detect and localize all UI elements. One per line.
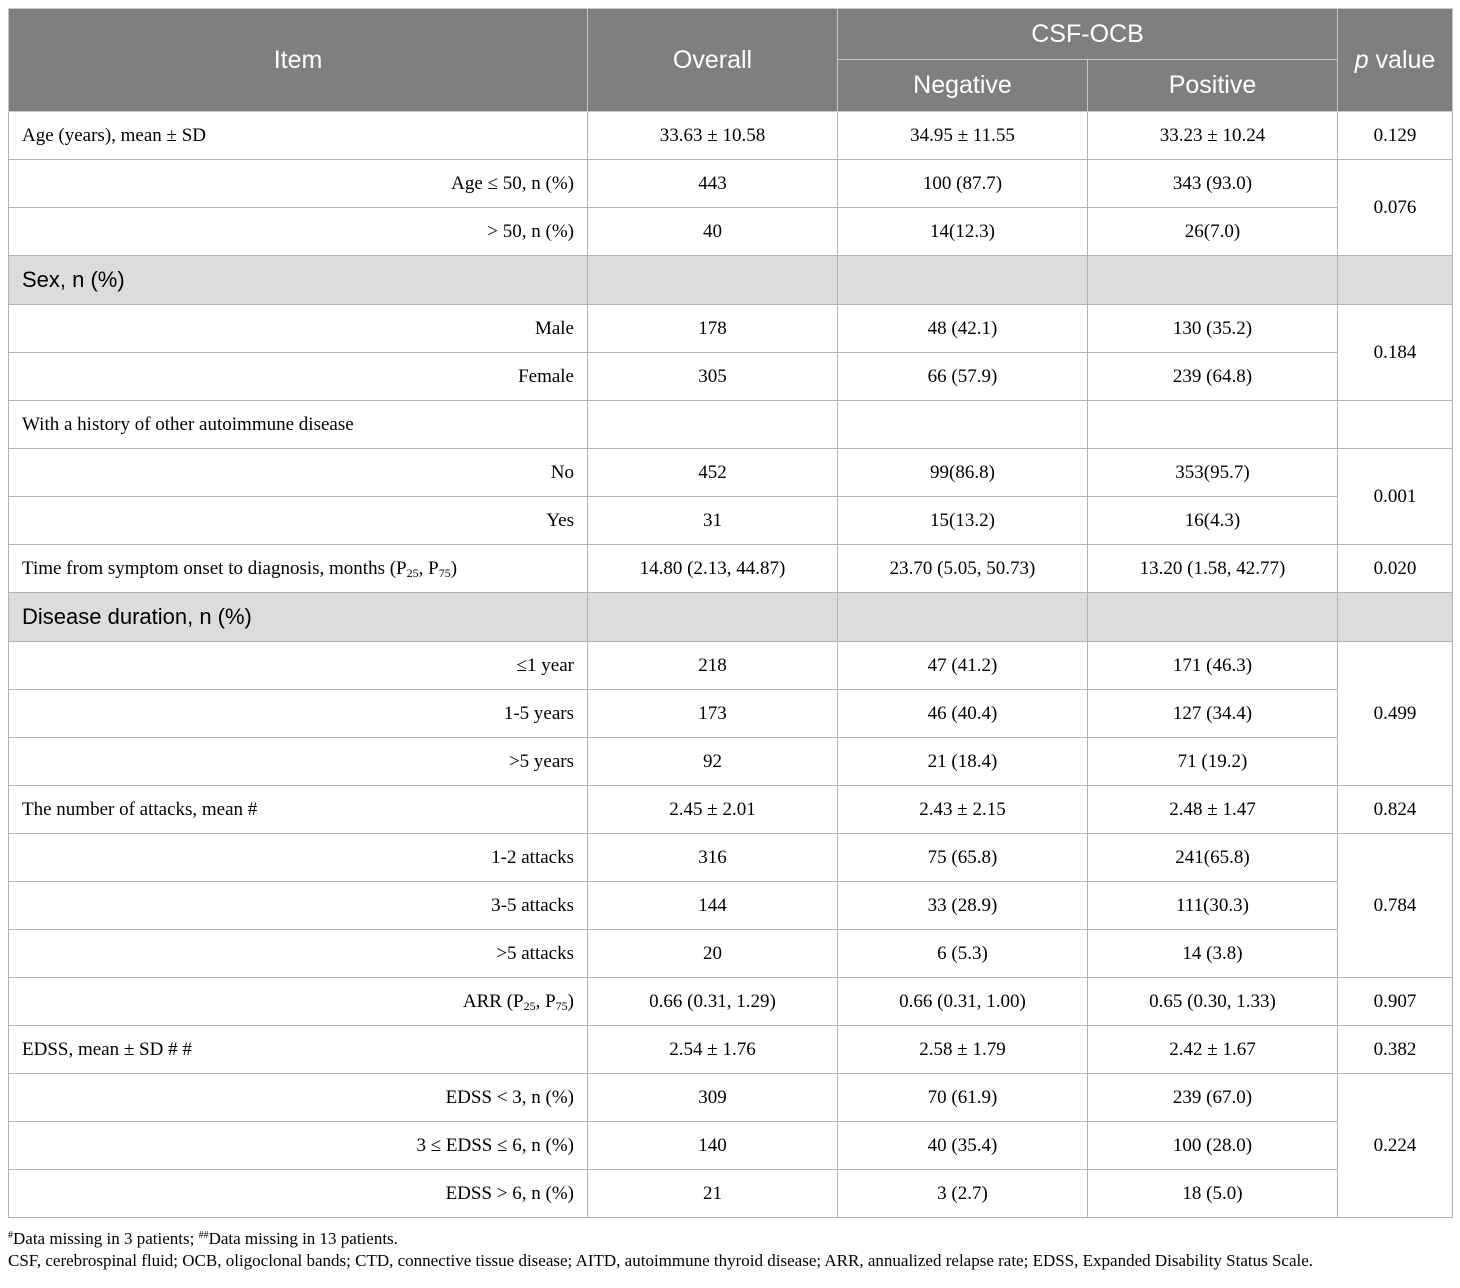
- label-part: , P: [535, 990, 556, 1012]
- cell-negative: 33 (28.9): [838, 882, 1088, 930]
- cell-p-value: 0.382: [1338, 1026, 1453, 1074]
- table-row: [9, 401, 1453, 449]
- cell-overall: 31: [588, 497, 838, 545]
- table-row: [9, 1074, 1453, 1122]
- table-row: [9, 690, 1453, 738]
- cell-empty: [588, 256, 838, 305]
- table-row: [9, 1170, 1453, 1218]
- table-row: [9, 305, 1453, 353]
- row-label: Age ≤ 50, n (%): [9, 160, 588, 208]
- cell-positive: 239 (64.8): [1088, 353, 1338, 401]
- cell-negative: 34.95 ± 11.55: [838, 112, 1088, 160]
- label-part: ): [450, 557, 458, 579]
- cell-empty: [1088, 256, 1338, 305]
- table-row: [9, 978, 1453, 1026]
- cell-negative: 15(13.2): [838, 497, 1088, 545]
- cell-positive: 33.23 ± 10.24: [1088, 112, 1338, 160]
- footnote-abbreviations: CSF, cerebrospinal fluid; OCB, oligoclonal bands; CTD, connective tissue disease; AITD, autoimmune thyroid disease; ARR, annualized relapse rate; EDSS, Expanded Disability Status Scale.: [8, 1251, 1314, 1270]
- header-p-value: [1338, 9, 1453, 112]
- cell-overall: 2.54 ± 1.76: [588, 1026, 838, 1074]
- section-row: [9, 256, 1453, 305]
- header-negative: Negative: [838, 60, 1088, 112]
- cell-overall: 40: [588, 208, 838, 256]
- cell-empty: [588, 593, 838, 642]
- cell-negative: 40 (35.4): [838, 1122, 1088, 1170]
- row-label: EDSS < 3, n (%): [9, 1074, 588, 1122]
- cell-negative: 23.70 (5.05, 50.73): [838, 545, 1088, 593]
- row-label: EDSS, mean ± SD # #: [9, 1026, 588, 1074]
- row-label: Male: [9, 305, 588, 353]
- subscript: 25: [406, 565, 419, 580]
- cell-overall: 21: [588, 1170, 838, 1218]
- header-positive: Positive: [1088, 60, 1338, 112]
- row-label: Age (years), mean ± SD: [9, 112, 588, 160]
- row-label: 1-5 years: [9, 690, 588, 738]
- header-p-italic: p: [1354, 45, 1369, 74]
- row-label: With a history of other autoimmune disease: [9, 401, 588, 449]
- cell-positive: 100 (28.0): [1088, 1122, 1338, 1170]
- row-label: EDSS > 6, n (%): [9, 1170, 588, 1218]
- table-header: [9, 9, 1453, 112]
- cell-positive: 239 (67.0): [1088, 1074, 1338, 1122]
- cell-p-value: 0.076: [1338, 160, 1453, 256]
- table-row: [9, 1026, 1453, 1074]
- cell-negative: 70 (61.9): [838, 1074, 1088, 1122]
- subscript: 25: [523, 998, 536, 1013]
- cell-p-value: 0.824: [1338, 786, 1453, 834]
- cell-empty: [838, 593, 1088, 642]
- table-row: [9, 545, 1453, 593]
- row-label: > 50, n (%): [9, 208, 588, 256]
- cell-negative: 14(12.3): [838, 208, 1088, 256]
- label-part: ARR (P: [462, 990, 524, 1012]
- subscript: 75: [438, 565, 451, 580]
- subscript: 75: [555, 998, 568, 1013]
- cell-p-value: 0.184: [1338, 305, 1453, 401]
- cell-p-value: 0.499: [1338, 642, 1453, 786]
- section-label: Sex, n (%): [9, 256, 588, 305]
- row-label: [9, 545, 588, 593]
- cell-overall: 2.45 ± 2.01: [588, 786, 838, 834]
- label-part: Time from symptom onset to diagnosis, months (P: [22, 557, 407, 579]
- cell-negative: 0.66 (0.31, 1.00): [838, 978, 1088, 1026]
- cell-overall: 316: [588, 834, 838, 882]
- cell-positive: 130 (35.2): [1088, 305, 1338, 353]
- cell-p-value: 0.784: [1338, 834, 1453, 978]
- cell-negative: 99(86.8): [838, 449, 1088, 497]
- cell-negative: 2.58 ± 1.79: [838, 1026, 1088, 1074]
- cell-empty: [838, 256, 1088, 305]
- cell-negative: 100 (87.7): [838, 160, 1088, 208]
- cell-negative: 3 (2.7): [838, 1170, 1088, 1218]
- table-row: [9, 160, 1453, 208]
- cell-empty: [1088, 593, 1338, 642]
- row-label: Yes: [9, 497, 588, 545]
- table-row: [9, 1122, 1453, 1170]
- cell-negative: 75 (65.8): [838, 834, 1088, 882]
- cell-positive: 127 (34.4): [1088, 690, 1338, 738]
- table-row: [9, 112, 1453, 160]
- row-label: No: [9, 449, 588, 497]
- cell-negative: 21 (18.4): [838, 738, 1088, 786]
- table-row: [9, 834, 1453, 882]
- header-p-rest: value: [1368, 45, 1436, 74]
- table-row: [9, 930, 1453, 978]
- table-row: [9, 738, 1453, 786]
- data-table: [8, 8, 1453, 1218]
- header-item: Item: [9, 9, 588, 112]
- cell-positive: 26(7.0): [1088, 208, 1338, 256]
- table-container: [8, 8, 1452, 1272]
- table-row: [9, 497, 1453, 545]
- cell-overall: 218: [588, 642, 838, 690]
- table-row: [9, 208, 1453, 256]
- footnote-text: Data missing in 13 patients.: [208, 1229, 398, 1248]
- row-label: ≤1 year: [9, 642, 588, 690]
- footnote-mark: ##: [198, 1230, 209, 1241]
- row-label: >5 attacks: [9, 930, 588, 978]
- cell-negative: 46 (40.4): [838, 690, 1088, 738]
- cell-overall: 140: [588, 1122, 838, 1170]
- cell-empty: [1338, 256, 1453, 305]
- row-label: >5 years: [9, 738, 588, 786]
- row-label: 1-2 attacks: [9, 834, 588, 882]
- label-part: ): [567, 990, 574, 1012]
- label-part: , P: [418, 557, 439, 579]
- cell-overall: 14.80 (2.13, 44.87): [588, 545, 838, 593]
- cell-positive: 0.65 (0.30, 1.33): [1088, 978, 1338, 1026]
- cell-overall: 452: [588, 449, 838, 497]
- table-row: [9, 642, 1453, 690]
- footnotes: [8, 1228, 1452, 1272]
- cell-p-value: 0.907: [1338, 978, 1453, 1026]
- cell-positive: 16(4.3): [1088, 497, 1338, 545]
- cell-negative: 66 (57.9): [838, 353, 1088, 401]
- row-label: The number of attacks, mean #: [9, 786, 588, 834]
- section-row: [9, 593, 1453, 642]
- footnote-missing: [8, 1228, 1452, 1250]
- cell-positive: 353(95.7): [1088, 449, 1338, 497]
- cell-empty: [1338, 593, 1453, 642]
- cell-positive: 71 (19.2): [1088, 738, 1338, 786]
- cell-p-value: 0.020: [1338, 545, 1453, 593]
- cell-negative: 2.43 ± 2.15: [838, 786, 1088, 834]
- cell-overall: 178: [588, 305, 838, 353]
- cell-positive: 18 (5.0): [1088, 1170, 1338, 1218]
- cell-overall: 305: [588, 353, 838, 401]
- cell-overall: 20: [588, 930, 838, 978]
- cell-overall: 173: [588, 690, 838, 738]
- cell-positive: 241(65.8): [1088, 834, 1338, 882]
- cell-p-value: 0.129: [1338, 112, 1453, 160]
- cell-overall: 0.66 (0.31, 1.29): [588, 978, 838, 1026]
- cell-p-value: 0.001: [1338, 449, 1453, 545]
- cell-positive: 111(30.3): [1088, 882, 1338, 930]
- cell-empty: [1338, 401, 1453, 449]
- header-overall: Overall: [588, 9, 838, 112]
- cell-negative: 47 (41.2): [838, 642, 1088, 690]
- cell-p-value: 0.224: [1338, 1074, 1453, 1218]
- table-row: [9, 786, 1453, 834]
- cell-empty: [1088, 401, 1338, 449]
- cell-empty: [838, 401, 1088, 449]
- table-row: [9, 353, 1453, 401]
- footnote-mark: #: [8, 1230, 13, 1241]
- cell-positive: 171 (46.3): [1088, 642, 1338, 690]
- footnote-text: Data missing in 3 patients;: [13, 1229, 199, 1248]
- cell-positive: 2.48 ± 1.47: [1088, 786, 1338, 834]
- row-label: 3-5 attacks: [9, 882, 588, 930]
- cell-positive: 13.20 (1.58, 42.77): [1088, 545, 1338, 593]
- header-csf-ocb: CSF-OCB: [838, 9, 1338, 60]
- cell-negative: 6 (5.3): [838, 930, 1088, 978]
- row-label: Female: [9, 353, 588, 401]
- cell-positive: 14 (3.8): [1088, 930, 1338, 978]
- table-row: [9, 449, 1453, 497]
- cell-positive: 2.42 ± 1.67: [1088, 1026, 1338, 1074]
- cell-overall: 309: [588, 1074, 838, 1122]
- cell-positive: 343 (93.0): [1088, 160, 1338, 208]
- cell-empty: [588, 401, 838, 449]
- cell-overall: 443: [588, 160, 838, 208]
- cell-overall: 144: [588, 882, 838, 930]
- cell-overall: 33.63 ± 10.58: [588, 112, 838, 160]
- cell-negative: 48 (42.1): [838, 305, 1088, 353]
- row-label: 3 ≤ EDSS ≤ 6, n (%): [9, 1122, 588, 1170]
- table-row: [9, 882, 1453, 930]
- row-label: [9, 978, 588, 1026]
- section-label: Disease duration, n (%): [9, 593, 588, 642]
- cell-overall: 92: [588, 738, 838, 786]
